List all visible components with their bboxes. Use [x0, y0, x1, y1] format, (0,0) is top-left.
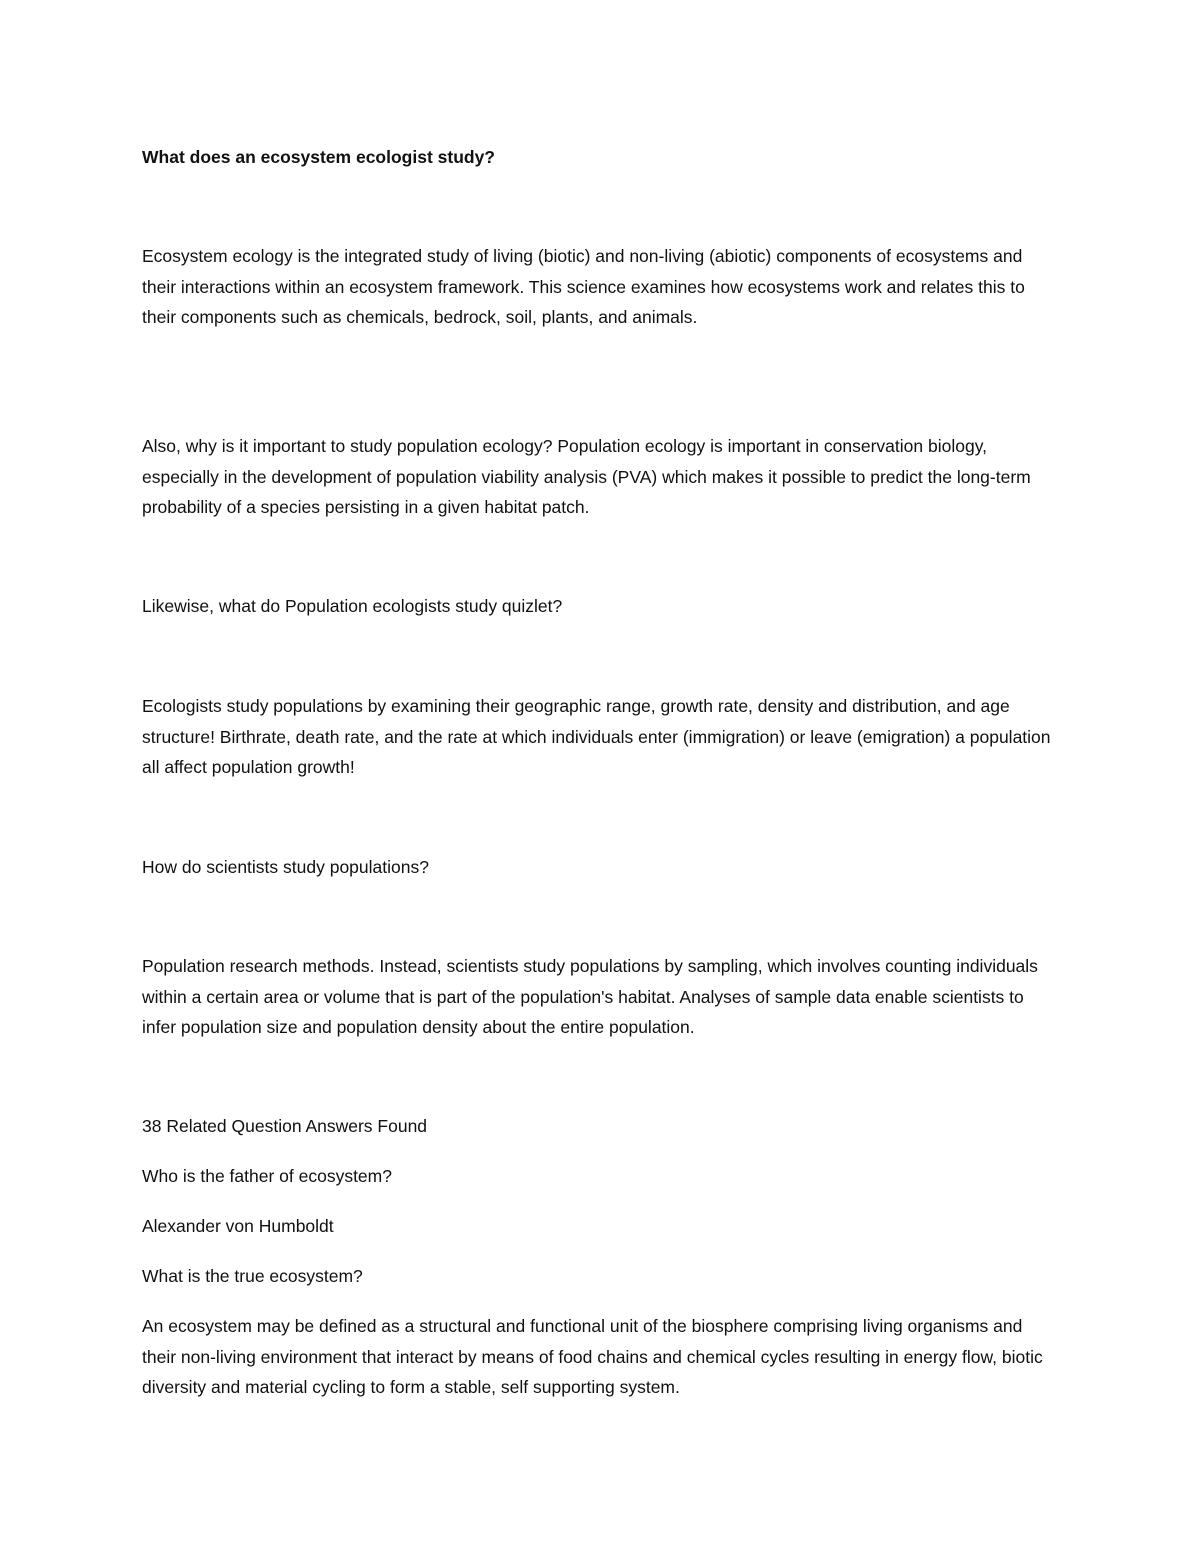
- question-population-ecologists: Likewise, what do Population ecologists study quizlet?: [142, 596, 563, 616]
- paragraph-population-research-methods: Population research methods. Instead, scientists study populations by sampling, which involves counting individuals within a certain area or volume that is part of the population's habitat. Analyses of sample data enable scientists to infer population size and population density about the entire population.: [142, 956, 1038, 1037]
- related-questions-header: 38 Related Question Answers Found: [142, 1116, 428, 1136]
- paragraph-ecosystem-ecology: Ecosystem ecology is the integrated study of living (biotic) and non-living (abiotic) components of ecosystems and their interactions within an ecosystem framework. This science examines how ecosystems work and relates this to their components such as chemicals, bedrock, soil, plants, and animals.: [142, 246, 1025, 327]
- paragraph-population-ecology-importance: Also, why is it important to study population ecology? Population ecology is important in conservation biology, especially in the development of population viability analysis (PVA) which makes it possible to predict the long-term probability of a species persisting in a given habitat patch.: [142, 436, 1031, 517]
- question-true-ecosystem: What is the true ecosystem?: [142, 1266, 363, 1286]
- answer-father-of-ecosystem: Alexander von Humboldt: [142, 1216, 334, 1236]
- document-heading: What does an ecosystem ecologist study?: [142, 147, 495, 167]
- answer-true-ecosystem: An ecosystem may be defined as a structural and functional unit of the biosphere comprising living organisms and their non-living environment that interact by means of food chains and chemical cycles resulting in energy flow, biotic diversity and material cycling to form a stable, self supporting system.: [142, 1316, 1043, 1397]
- paragraph-ecologists-study-populations: Ecologists study populations by examining their geographic range, growth rate, density and distribution, and age structure! Birthrate, death rate, and the rate at which individuals enter (immigration) or leave (emigration) a population all affect population growth!: [142, 696, 1051, 777]
- question-scientists-study-populations: How do scientists study populations?: [142, 857, 429, 877]
- question-father-of-ecosystem: Who is the father of ecosystem?: [142, 1166, 392, 1186]
